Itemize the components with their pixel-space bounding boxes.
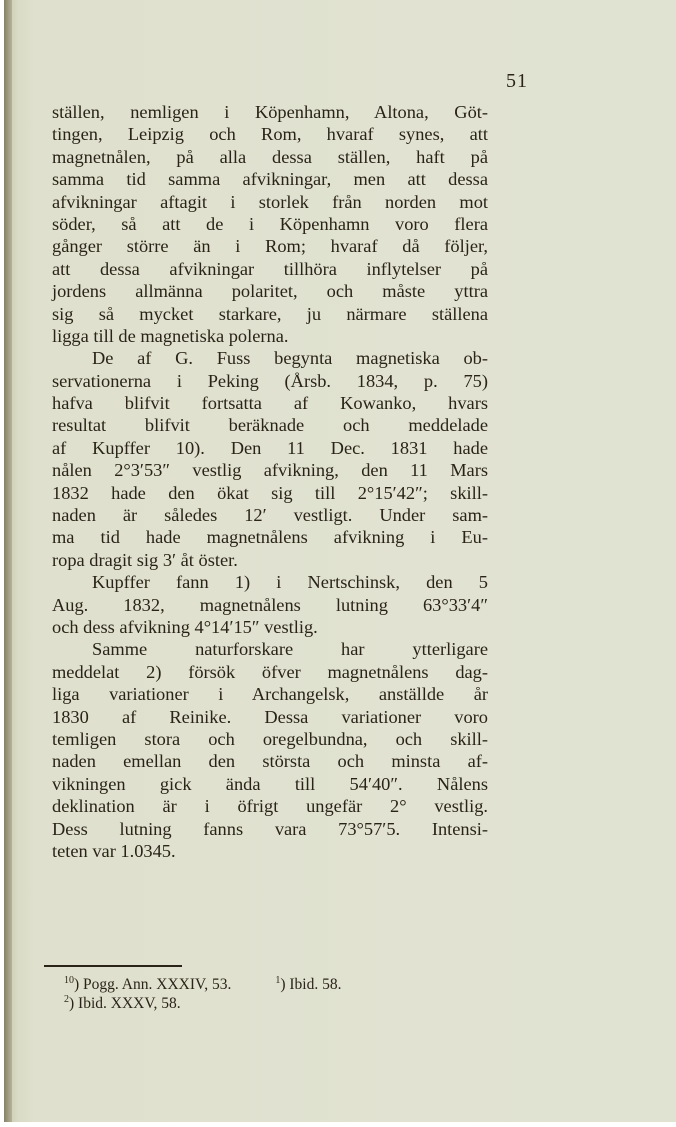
text-line: ma tid hade magnetnålens afvikning i Eu-: [52, 527, 488, 548]
text-line: ligga till de magnetiska polerna.: [52, 325, 289, 346]
text-line: magnetnålen, på alla dessa ställen, haft på: [52, 146, 488, 167]
footnote-text: Ibid. XXXV, 58.: [78, 995, 181, 1012]
footnote-text: Ibid. 58.: [289, 976, 342, 993]
text-line: nålen 2°3′53″ vestlig afvikning, den 11 Mars: [52, 460, 488, 481]
text-line: tingen, Leipzig och Rom, hvaraf synes, att: [52, 124, 488, 145]
text-line: meddelat 2) försök öfver magnetnålens dag-: [52, 661, 488, 682]
paragraph-start-line: Samme naturforskare har ytterligare: [92, 639, 488, 660]
text-line: samma tid samma afvikningar, men att dessa: [52, 169, 488, 190]
footnote-marker: 1: [275, 974, 281, 986]
text-line: afvikningar aftagit i storlek från norden mot: [52, 191, 488, 212]
text-line: temligen stora och oregelbundna, och skill-: [52, 728, 488, 749]
text-line: naden emellan den största och minsta af-: [52, 751, 488, 772]
text-line: servationerna i Peking (Årsb. 1834, p. 75): [52, 370, 488, 391]
text-line: sig så mycket starkare, ju närmare ställena: [52, 303, 488, 324]
text-line: naden är således 12′ vestligt. Under sam-: [52, 505, 488, 526]
footnote-2: $^2$) Ibid. XXXV, 58.: [64, 993, 181, 1012]
body-text: [52, 101, 488, 862]
footnote-row: [64, 975, 484, 994]
text-line: Aug. 1832, magnetnålens lutning 63°33′4″: [52, 594, 488, 615]
footnote-marker: 10: [64, 974, 74, 986]
paragraph-start-line: De af G. Fuss begynta magnetiska ob-: [92, 348, 488, 369]
footnote-text: Pogg. Ann. XXXIV, 53.: [83, 976, 232, 993]
text-line: Dess lutning fanns vara 73°57′5. Intensi-: [52, 818, 488, 839]
text-line: resultat blifvit beräknade och meddelade: [52, 415, 488, 436]
text-line: jordens allmänna polaritet, och måste yttra: [52, 281, 488, 302]
text-line: af Kupffer 10). Den 11 Dec. 1831 hade: [52, 437, 488, 458]
footnote-1: $^1$) Ibid. 58.: [275, 974, 342, 993]
text-line: teten var 1.0345.: [52, 840, 176, 861]
text-line: liga variationer i Archangelsk, anställde år: [52, 684, 488, 705]
footnote-10: $^{10}$) Pogg. Ann. XXXIV, 53.: [64, 974, 232, 993]
footnote-divider: [44, 965, 182, 967]
footnote-marker: 2: [64, 993, 69, 1005]
text-line: gånger större än i Rom; hvaraf då följer,: [52, 236, 488, 257]
text-line: 1830 af Reinike. Dessa variationer voro: [52, 706, 488, 727]
text-line: att dessa afvikningar tillhöra inflytelser på: [52, 258, 488, 279]
text-line: vikningen gick ända till 54′40″. Nålens: [52, 773, 488, 794]
text-line: och dess afvikning 4°14′15″ vestlig.: [52, 616, 318, 637]
paragraph-start-line: Kupffer fann 1) i Nertschinsk, den 5: [92, 572, 488, 593]
footnote-row: [64, 994, 484, 1013]
text-line: ropa dragit sig 3′ åt öster.: [52, 549, 238, 570]
page-number: 51: [506, 70, 528, 92]
text-line: 1832 hade den ökat sig till 2°15′42″; skill-: [52, 482, 488, 503]
footnotes: [64, 975, 484, 1013]
text-line: deklination är i öfrigt ungefär 2° vestlig.: [52, 796, 488, 817]
text-line: söder, så att de i Köpenhamn voro flera: [52, 213, 488, 234]
text-line: hafva blifvit fortsatta af Kowanko, hvars: [52, 393, 488, 414]
book-page: [4, 0, 676, 1122]
text-line: ställen, nemligen i Köpenhamn, Altona, Göt-: [52, 102, 488, 122]
